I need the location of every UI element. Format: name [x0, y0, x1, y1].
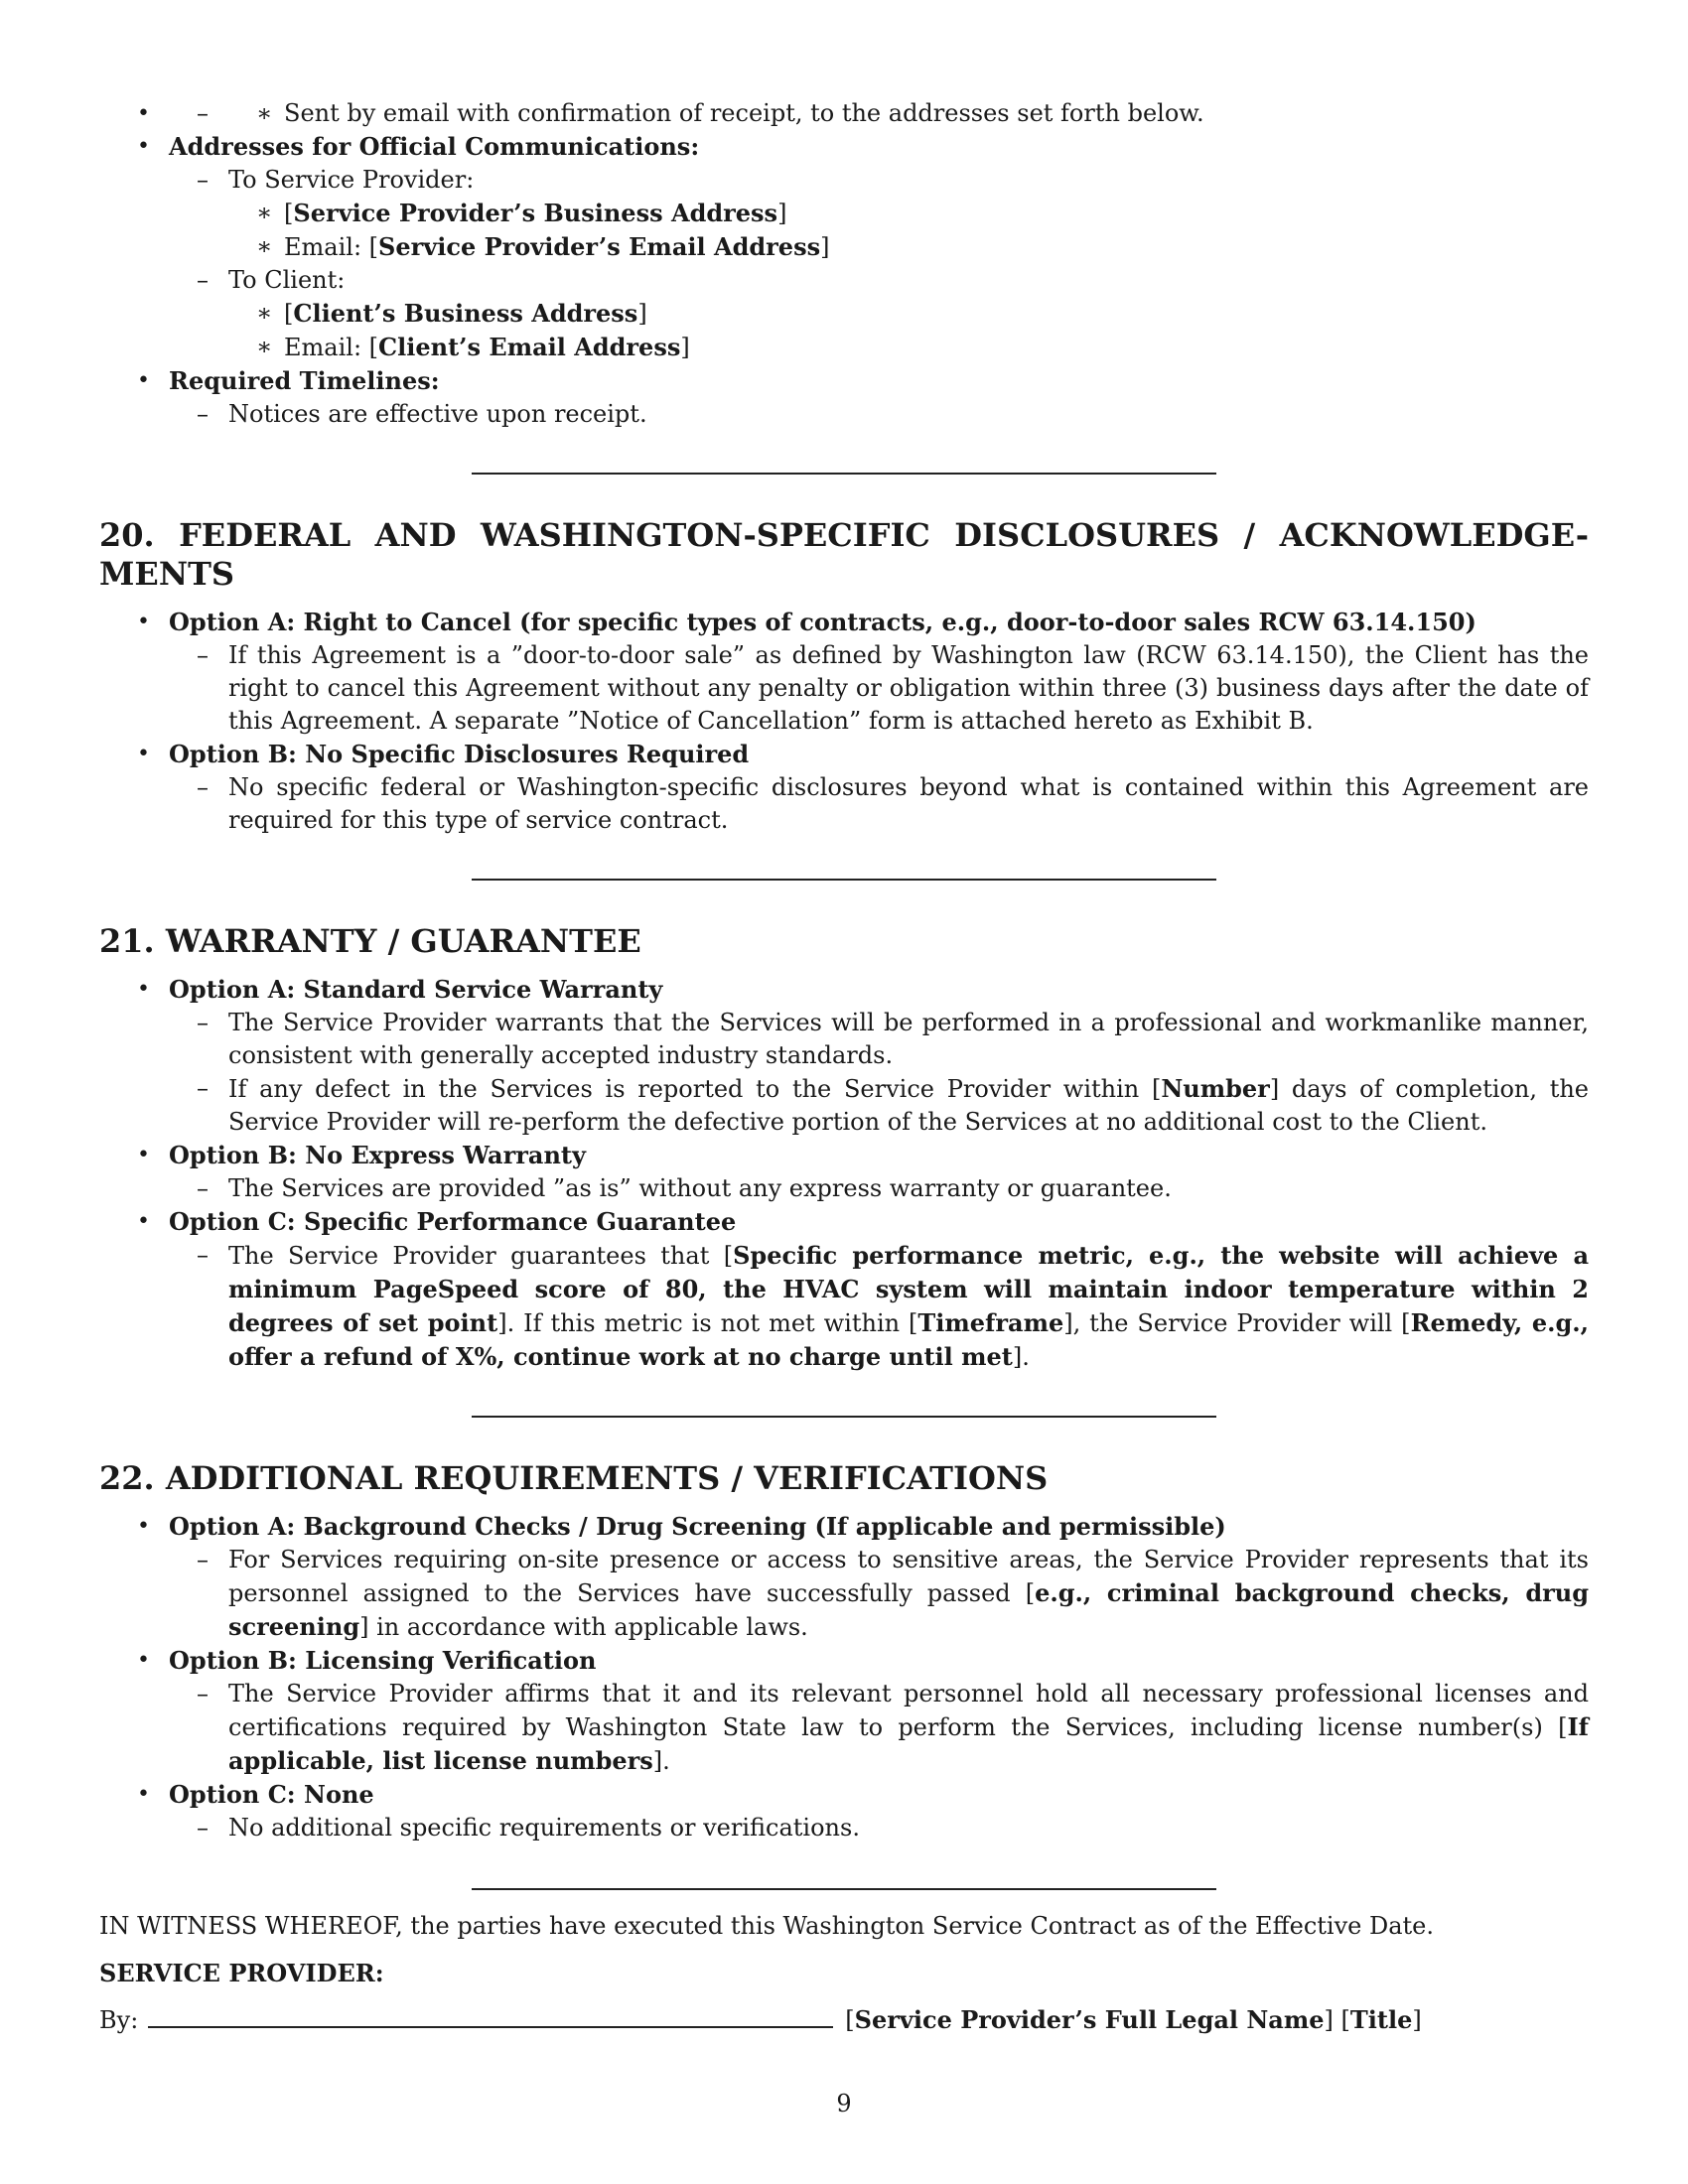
sent-by-email-item: ∗ – • Sent by email with confirmation of receipt, to the addresses set forth below.: [228, 97, 1589, 130]
s22-option-b-text: – The Service Provider affirms that it and its relevant personnel hold all necessary professional licenses and certifications required by Washington State law to perform the Services, including license number(s) [If applicable, list license numbers].: [169, 1678, 1589, 1778]
s20-option-a: [99, 606, 1589, 738]
s22-option-c-text: – No additional specific requirements or verifications.: [169, 1812, 1589, 1844]
s21-option-c-text: – The Service Provider guarantees that [Specific performance metric, e.g., the website will achieve a minimum PageSpeed score of 80, the HVAC system will maintain indoor temperature within 2 degrees of set point]. If this metric is not met within [Timeframe], the Service Provider will [Remedy, e.g., offer a refund of X%, continue work at no charge until met].: [169, 1239, 1589, 1374]
sp-full-name-placeholder: Service Provider’s Full Legal Name: [854, 2005, 1325, 2034]
s21-option-b-title: Option B: No Express Warranty: [169, 1141, 586, 1169]
signature-line: [148, 2004, 833, 2028]
section-divider: [472, 473, 1216, 475]
title-placeholder: Title: [1349, 2005, 1413, 2034]
s21-option-a-title: Option A: Standard Service Warranty: [169, 975, 663, 1004]
timeframe-placeholder: Timeframe: [917, 1308, 1064, 1337]
s21-option-b: [99, 1139, 1589, 1205]
sp-name-title: [Service Provider’s Full Legal Name] [Title]: [845, 2005, 1422, 2034]
section-divider: [472, 879, 1216, 881]
document-page: [99, 95, 1589, 2037]
email-label: Email:: [284, 233, 369, 261]
client-address-item: ∗ [Client’s Business Address]: [228, 297, 1589, 331]
witness-statement: IN WITNESS WHEREOF, the parties have executed this Washington Service Contract as of the Effective Date.: [99, 1912, 1435, 1940]
section-21-options: [99, 973, 1589, 1374]
section-divider: [472, 1888, 1216, 1890]
s22-option-a-title: Option A: Background Checks / Drug Screening (If applicable and permissible): [169, 1512, 1226, 1541]
s21-option-c-title: Option C: Specific Performance Guarantee: [169, 1207, 737, 1236]
notice-list: [99, 97, 1589, 431]
page-number: 9: [836, 2090, 852, 2117]
sp-address-placeholder: Service Provider’s Business Address: [293, 199, 778, 227]
s21-option-a-text-2: – If any defect in the Services is reported to the Service Provider within [Number] days of completion, the Service Provider will re-perform the defective portion of the Services at no additional cost to the Client.: [169, 1072, 1589, 1139]
signature-row: [99, 2003, 1589, 2037]
to-client-item: [169, 264, 1589, 364]
s22-option-b: [99, 1644, 1589, 1778]
s22-option-c: [99, 1778, 1589, 1844]
section-20-options: [99, 606, 1589, 837]
s21-option-b-text: – The Services are provided ”as is” without any express warranty or guarantee.: [169, 1172, 1589, 1205]
s20-option-a-title: Option A: Right to Cancel (for specific types of contracts, e.g., door-to-door sales RCW 63.14.150): [169, 608, 1477, 636]
section-22-options: [99, 1510, 1589, 1844]
license-placeholder: If applicable, list license numbers: [228, 1712, 1589, 1775]
client-email-placeholder: Client’s Email Address: [378, 333, 681, 361]
sp-email-placeholder: Service Provider’s Email Address: [378, 232, 821, 261]
continuation-item: [99, 97, 1589, 130]
s21-option-c: [99, 1205, 1589, 1374]
remedy-placeholder: Remedy, e.g., offer a refund of X%, continue work at no charge until met: [228, 1308, 1590, 1371]
timelines-heading: Required Timelines:: [169, 366, 440, 395]
service-provider-label: SERVICE PROVIDER:: [99, 1959, 384, 1987]
notices-effective-item: – Notices are effective upon receipt.: [169, 398, 1589, 431]
screening-placeholder: e.g., criminal background checks, drug screening: [228, 1578, 1589, 1641]
metric-placeholder: Specific performance metric, e.g., the website will achieve a minimum PageSpeed score of 80, the HVAC system will maintain indoor temperature within 2 degrees of set point: [228, 1241, 1589, 1337]
s20-option-b: [99, 738, 1589, 837]
s22-option-a: [99, 1510, 1589, 1644]
to-service-provider-item: [169, 164, 1589, 264]
s20-option-b-text: – No specific federal or Washington-specific disclosures beyond what is contained within this Agreement are required for this type of service contract.: [169, 771, 1589, 837]
sp-address-item: ∗ [Service Provider’s Business Address]: [228, 197, 1589, 230]
client-email-item: ∗ Email: [Client’s Email Address]: [228, 331, 1589, 364]
addresses-heading: Addresses for Official Communications:: [169, 132, 700, 161]
section-22-title: 22. ADDITIONAL REQUIREMENTS / VERIFICATIONS: [99, 1459, 1049, 1497]
to-client-label: To Client:: [228, 266, 346, 294]
section-20-title: 20. FEDERAL AND WASHINGTON-SPECIFIC DISCLOSURES / ACKNOWLEDGE-MENTS: [99, 516, 1589, 593]
to-service-provider-label: To Service Provider:: [228, 166, 475, 194]
s20-option-a-text: – If this Agreement is a ”door-to-door sale” as defined by Washington law (RCW 63.14.150), the Client has the right to cancel this Agreement without any penalty or obligation within three (3) business days after the date of this Agreement. A separate ”Notice of Cancellation” form is attached hereto as Exhibit B.: [169, 639, 1589, 738]
section-divider: [472, 1416, 1216, 1418]
client-address-placeholder: Client’s Business Address: [293, 299, 638, 328]
s22-option-a-text: – For Services requiring on-site presence or access to sensitive areas, the Service Provider represents that its personnel assigned to the Services have successfully passed [e.g., criminal background checks, drug screening] in accordance with applicable laws.: [169, 1544, 1589, 1644]
section-21-title: 21. WARRANTY / GUARANTEE: [99, 922, 641, 960]
s21-option-a-text-1: – The Service Provider warrants that the Services will be performed in a professional and workmanlike manner, consistent with generally accepted industry standards.: [169, 1007, 1589, 1072]
by-label: By:: [99, 2006, 139, 2034]
email-label: Email:: [284, 334, 369, 361]
sp-email-item: ∗ Email: [Service Provider’s Email Address]: [228, 230, 1589, 264]
s20-option-b-title: Option B: No Specific Disclosures Required: [169, 740, 750, 768]
number-placeholder: Number: [1161, 1074, 1270, 1103]
timelines-item: [99, 364, 1589, 431]
s22-option-b-title: Option B: Licensing Verification: [169, 1646, 597, 1675]
s21-option-a: [99, 973, 1589, 1139]
addresses-item: [99, 130, 1589, 364]
s22-option-c-title: Option C: None: [169, 1780, 374, 1809]
